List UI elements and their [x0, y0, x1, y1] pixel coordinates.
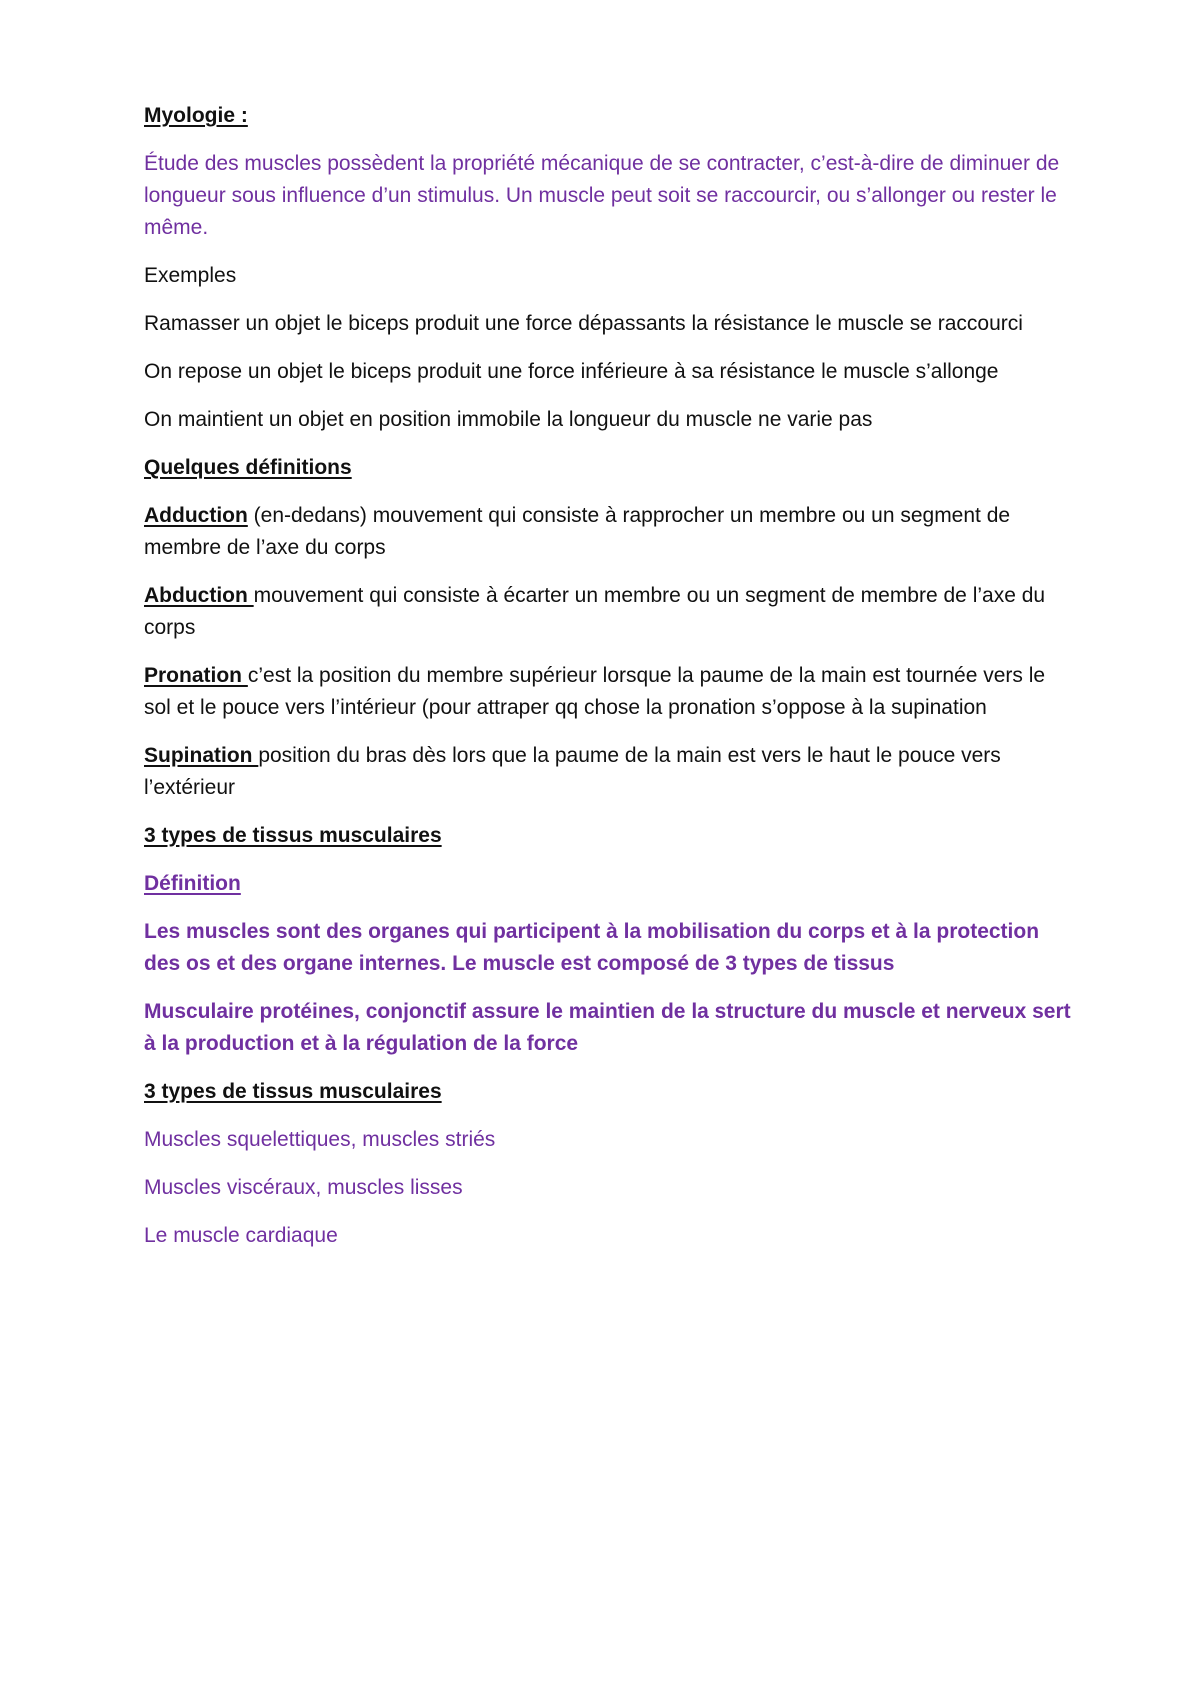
muscle-type-item: Muscles viscéraux, muscles lisses	[144, 1176, 463, 1199]
definition-text: (en-dedans) mouvement qui consiste à rapprocher un membre ou un segment de membre de l’axe du corps	[144, 504, 1011, 559]
examples-label: Exemples	[144, 264, 237, 287]
muscle-type-item: Le muscle cardiaque	[144, 1224, 338, 1247]
definition-adduction	[144, 500, 1074, 564]
definitions-heading: Quelques définitions	[144, 456, 352, 479]
tissue-types-heading: 3 types de tissus musculaires	[144, 824, 442, 847]
definition-term: Adduction	[144, 504, 248, 527]
example-item: On maintient un objet en position immobile la longueur du muscle ne varie pas	[144, 408, 873, 431]
tissue-types-heading-2: 3 types de tissus musculaires	[144, 1080, 442, 1103]
definition-text: position du bras dès lors que la paume de la main est vers le haut le pouce vers l’extérieur	[144, 744, 1001, 799]
definition-text: mouvement qui consiste à écarter un membre ou un segment de membre de l’axe du corps	[144, 584, 1046, 639]
example-item: On repose un objet le biceps produit une force inférieure à sa résistance le muscle s’allonge	[144, 360, 999, 383]
intro-paragraph: Étude des muscles possèdent la propriété mécanique de se contracter, c’est-à-dire de diminuer de longueur sous influence d’un stimulus. Un muscle peut soit se raccourcir, ou s’allonger ou rester le même.	[144, 152, 1060, 239]
definition-supination	[144, 740, 1074, 804]
definition-term: Pronation	[144, 664, 248, 687]
definition-pronation	[144, 660, 1074, 724]
document-page	[144, 100, 1074, 1268]
definition-term: Supination	[144, 744, 259, 767]
tissue-paragraph: Musculaire protéines, conjonctif assure le maintien de la structure du muscle et nerveux sert à la production et à la régulation de la force	[144, 1000, 1071, 1055]
muscle-type-item: Muscles squelettiques, muscles striés	[144, 1128, 496, 1151]
definition-text: c’est la position du membre supérieur lorsque la paume de la main est tournée vers le sol et le pouce vers l’intérieur (pour attraper qq chose la pronation s’oppose à la supination	[144, 664, 1046, 719]
tissue-paragraph: Les muscles sont des organes qui participent à la mobilisation du corps et à la protection des os et des organe internes. Le muscle est composé de 3 types de tissus	[144, 920, 1040, 975]
definition-term: Abduction	[144, 584, 254, 607]
definition-abduction	[144, 580, 1074, 644]
document-title: Myologie :	[144, 104, 248, 127]
definition-label: Définition	[144, 872, 241, 895]
example-item: Ramasser un objet le biceps produit une force dépassants la résistance le muscle se raccourci	[144, 312, 1023, 335]
